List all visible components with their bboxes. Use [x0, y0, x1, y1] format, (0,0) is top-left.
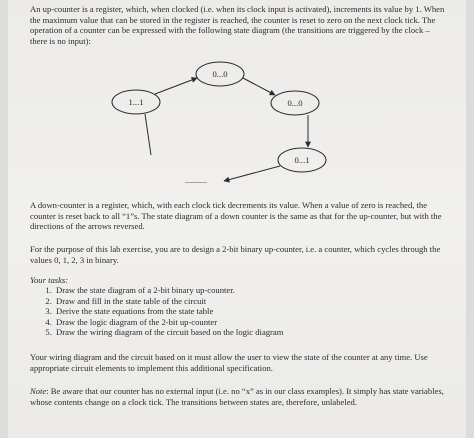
- state-bottom-label: 0...1: [294, 155, 310, 165]
- arrow-top-to-right: [243, 78, 275, 95]
- lab-purpose-paragraph: For the purpose of this lab exercise, you are to design a 2-bit binary up-counter, i.e. a counter, which cycles through the values 0, 1, 2, 3 in binary.: [30, 244, 441, 265]
- arrow-left-to-top: [155, 78, 197, 94]
- task-item: 2. Draw and fill in the state table of the circuit: [54, 296, 472, 307]
- task-item: 1. Draw the state diagram of a 2-bit binary up-counter.: [54, 285, 472, 296]
- note-paragraph: [30, 386, 448, 407]
- arrow-bottom-to-ellipsis: [224, 166, 280, 181]
- wiring-paragraph: Your wiring diagram and the circuit based on it must allow the user to view the state of the counter at any time. Use appropriate circuit elements to implement this additional specification.: [30, 352, 428, 373]
- state-diagram: [8, 0, 466, 200]
- note-label: Note: [30, 386, 47, 396]
- intro-paragraph: An up-counter is a register, which, when clocked (i.e. when its clock input is activated), increments its value by 1. When the maximum value that can be stored in the register is reached, the counter is reset to zero on the next clock tick. The operation of a counter can be expressed with the following state diagram (the transitions are triggered by the clock – there is no input):: [30, 4, 445, 46]
- tasks-list: [30, 285, 472, 338]
- state-top-label: 0...0: [212, 69, 228, 79]
- document-page: [8, 0, 466, 438]
- diagram-ellipsis: ...........: [185, 176, 207, 185]
- state-right-label: 0...0: [287, 98, 303, 108]
- task-item: 4. Draw the logic diagram of the 2-bit up-counter: [54, 317, 472, 328]
- task-item: 3. Derive the state equations from the state table: [54, 306, 472, 317]
- state-left-label: 1...1: [128, 97, 144, 107]
- note-text: : Be aware that our counter has no external input (i.e. no “x” as in our class examples). It simply has state variables, whose contents change on a clock tick. The transitions between states are, therefore, unlabeled.: [30, 386, 444, 407]
- down-counter-paragraph: A down-counter is a register, which, with each clock tick decrements its value. When a value of zero is reached, the counter is reset back to all “1”s. The state diagram of a down counter is the same as that for the up-counter, but with the directions of the arrows reversed.: [30, 200, 442, 232]
- task-item: 5. Draw the wiring diagram of the circuit based on the logic diagram: [54, 327, 472, 338]
- tasks-heading: Your tasks:: [30, 275, 69, 285]
- line-into-left-state: [145, 114, 151, 155]
